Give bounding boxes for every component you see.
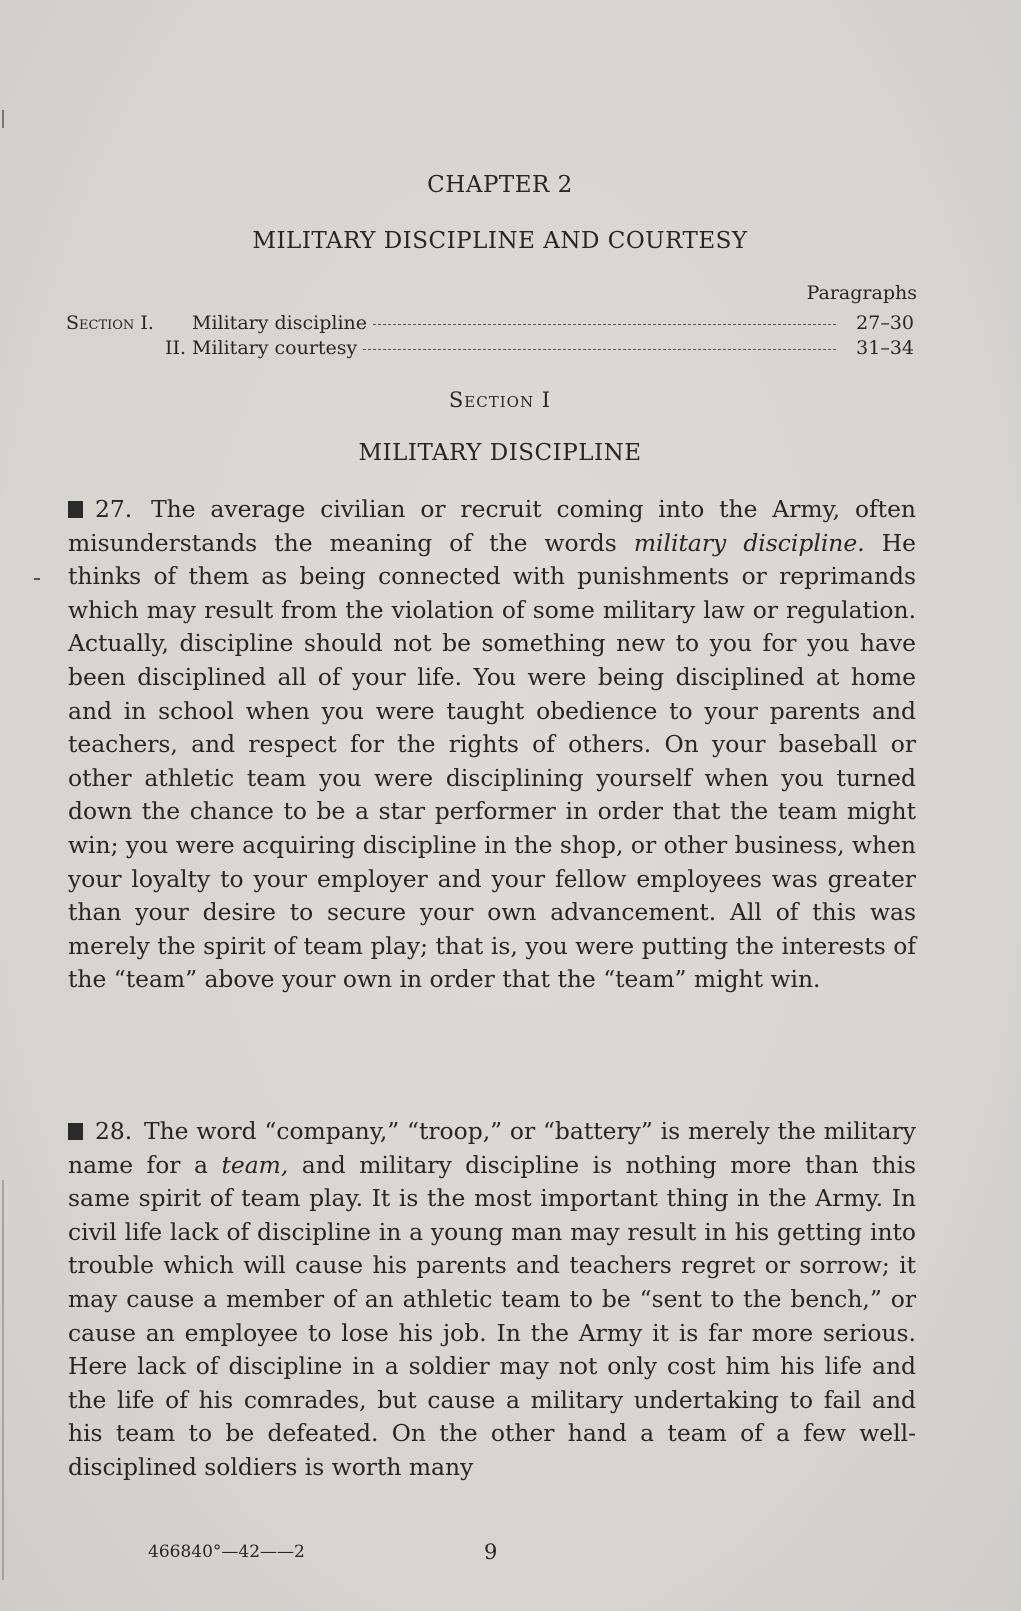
paragraph-text: The word “company,” “troop,” or “battery” is merely the military name for a bbox=[68, 1117, 916, 1179]
toc-paragraph-range: 27–30 bbox=[856, 312, 914, 334]
toc-section-title: Military discipline bbox=[192, 312, 368, 334]
page-edge-mark bbox=[2, 110, 4, 128]
chapter-label: CHAPTER 2 bbox=[427, 172, 573, 198]
section-title: MILITARY DISCIPLINE bbox=[358, 440, 642, 466]
toc-leader-dots bbox=[373, 324, 836, 325]
paragraph-emphasis: military discipline. bbox=[633, 528, 865, 557]
toc-paragraph-range: 31–34 bbox=[856, 337, 914, 359]
printing-code: 466840°—42——2 bbox=[148, 1542, 305, 1562]
paragraph-emphasis: team, bbox=[221, 1150, 289, 1179]
toc-row bbox=[66, 312, 914, 336]
page-edge-mark bbox=[2, 1180, 4, 1580]
paragraph-text: and military discipline is nothing more than this same spirit of team play. It is the most important thing in the Army. In civil life lack of discipline in a young man may result in his getting into trouble which will cause his parents and teachers regret or sorrow; it may cause a member of an athletic team to be “sent to the bench,” or cause an employee to lose his job. In the Army it is far more serious. Here lack of discipline in a soldier may not only cost him his life and the life of his comrades, but cause a military undertaking to fail and his team to be defeated. On the other hand a team of a few well-disciplined soldiers is worth many bbox=[68, 1150, 916, 1481]
paragraph-bullet-icon bbox=[68, 1123, 83, 1140]
toc-section-title: Military courtesy bbox=[192, 337, 358, 359]
toc-row bbox=[66, 337, 914, 361]
margin-tick-mark bbox=[34, 578, 40, 580]
paragraph-bullet-icon bbox=[68, 501, 83, 518]
paragraph-27 bbox=[68, 493, 916, 997]
page-number: 9 bbox=[484, 1540, 498, 1564]
paragraph-number: 28. bbox=[95, 1117, 133, 1145]
toc-section-number: Section I. bbox=[66, 312, 154, 334]
paragraph-28 bbox=[68, 1115, 916, 1485]
paragraph-text: The average civilian or recruit coming into the Army, often misunderstands the meaning of the words bbox=[68, 495, 916, 557]
section-label: Section I bbox=[448, 388, 552, 412]
toc-paragraphs-header: Paragraphs bbox=[806, 282, 917, 304]
toc-leader-dots bbox=[363, 349, 836, 350]
paragraph-text: He thinks of them as being connected with punishments or reprimands which may result from the violation of some military law or regulation. Actually, discipline should not be something new to you for you have been disciplined all of your life. You were being disciplined at home and in school when you were taught obedience to your parents and teachers, and respect for the rights of others. On your baseball or other athletic team you were disciplining yourself when you turned down the chance to be a star performer in order that the team might win; you were acquiring discipline in the shop, or other business, when your loyalty to your employer and your fellow employees was greater than your desire to secure your own advancement. All of this was merely the spirit of team play; that is, you were putting the interests of the “team” above your own in order that the “team” might win. bbox=[68, 528, 916, 994]
paragraph-number: 27. bbox=[95, 495, 133, 523]
toc-section-number: II. bbox=[164, 337, 186, 359]
chapter-title: MILITARY DISCIPLINE AND COURTESY bbox=[252, 228, 748, 254]
